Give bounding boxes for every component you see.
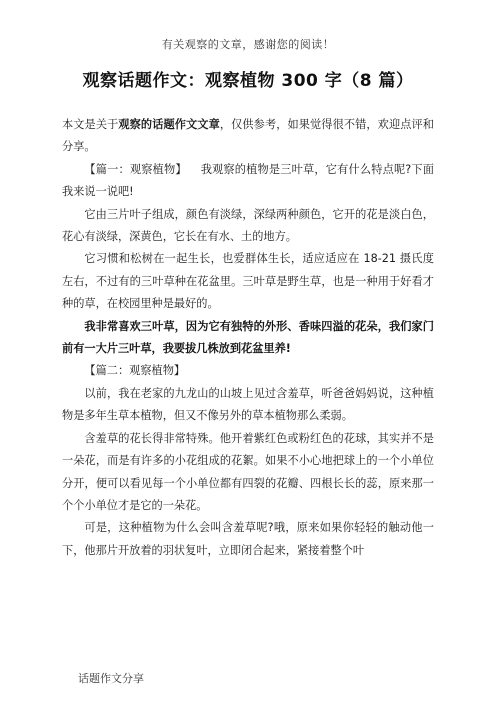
section-1-text: 我观察的植物是三叶草，它有什么特点呢?下面我来说一说吧!: [62, 162, 434, 199]
header-notice: 有关观察的文章，感谢您的阅读！: [161, 38, 335, 51]
paragraph-6: 可是，这种植物为什么会叫含羞草呢?哦，原来如果你轻轻的触动他一下，他那片开放着的羽状复叶，立即闭合起来，紧接着整个叶: [62, 521, 434, 557]
section-1-heading-paragraph: [62, 159, 434, 204]
intro-prefix: 本文是关于: [62, 118, 119, 131]
paragraph-2: 它习惯和松树在一起生长，也爱群体生长，适应适应在 18-21 摄氏度左右，不过有的三叶草种在花盆里。三叶草是野生草，也是一种用于好看才种的草，在校园里种是最好的。: [62, 252, 434, 311]
page-title: 观察话题作文：观察植物 300 字（8 篇）: [82, 71, 414, 91]
paragraph-5: 含羞草的花长得非常特殊。他开着紫红色或粉红色的花球，其实并不是一朵花，而是有许多的小花组成的花絮。如果不小心地把球上的一个小单位分开，便可以看见每一个小单位都有四裂的花瓣、四根长长的蕊，原来那一个个小单位才是它的一朵花。: [62, 431, 434, 512]
paragraph-1: 它由三片叶子组成，颜色有淡绿，深绿两种颜色，它开的花是淡白色，花心有淡绿，深黄色，它长在有水、土的地方。: [62, 207, 434, 244]
footer-text: 话题作文分享: [78, 672, 144, 685]
intro-bold: 观察的话题作文文章: [118, 118, 220, 131]
section-1-label: 【篇一：观察植物】: [84, 162, 187, 176]
article-body: [62, 114, 434, 562]
paragraph-3: 我非常喜欢三叶草，因为它有独特的外形、香味四溢的花朵，我们家门前有一大片三叶草，我要拔几株放到花盆里养!: [62, 319, 434, 356]
section-2-label: 【篇二：观察植物】: [84, 364, 186, 378]
intro-paragraph: [62, 114, 434, 159]
paragraph-4: 以前，我在老家的九龙山的山坡上见过含羞草，听爸爸妈妈说，这种植物是多年生草本植物，但又不像另外的草本植物那么柔弱。: [62, 386, 434, 423]
intro-suffix: ，仅供参考，如果觉得很不错，欢迎点评和分享。: [62, 118, 434, 154]
